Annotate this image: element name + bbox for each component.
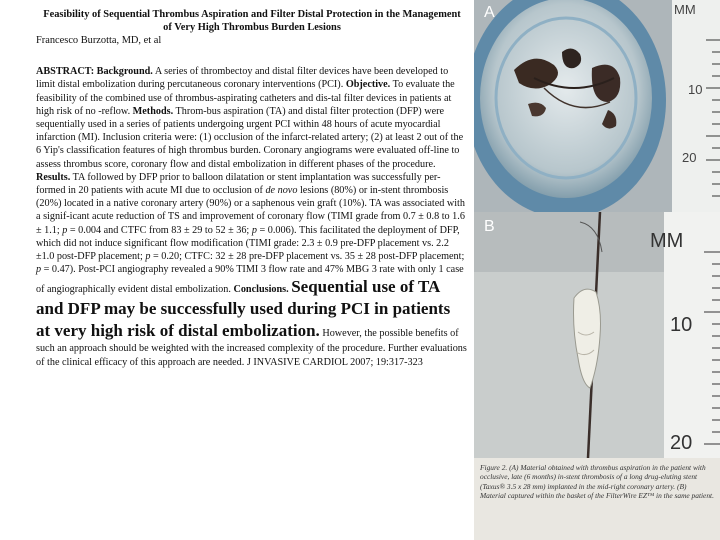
figure-panel-a [474,0,720,212]
panel-b-tick-10: 10 [670,314,693,336]
conclusions-highlight: Sequential use of TA and DFP may be successfully used during PCI in patients at very high risk of distal embolization. [36,277,451,341]
panel-a-tick-20: 20 [682,150,697,165]
results-text-6: = 0.47). Post-PCI angiography revealed a 90% TIMI 3 flow rate and 47% MBG 3 rate with only 1 case of angiographically evident distal embolization. [36,264,464,296]
results-text-5: = 0.20; CTFC: 32 ± 28 pre-DFP placement vs. 35 ± 28 post-DFP placement; [152,251,465,263]
results-text-1: TA followed by DFP prior to balloon dilatation or stent implantation was successfully per-formed in 20 patients with acute MI due to occlusion of [36,171,441,197]
results-de-novo: de novo [265,185,298,197]
methods-label: Methods. [132,105,174,117]
results-text-2: lesions (80%) or in-stent thrombosis (20%) located in a native coronary artery (90%) or a saphenous vein graft (10%). TA was associated with a signif-icant acute reduction of TS and improvement of coronary flow (TIMI grade from 0.7 ± 0.8 to 1.6 ± 1.1; [36,185,465,236]
panel-b-ruler-unit: MM [650,230,684,252]
panel-a-letter: A [484,4,495,21]
methods-text: Throm-bus aspiration (TA) and distal filter protection (DFP) were sequentially used in a series of patients undergoing urgent PCI within 48 hours of acute myocardial infarction (MI). Inclusion criteria were: (1) occlusion of the infarct-related artery; (2) at least 2 out of the 6 Yip's classification features of high thrombus burden. Coronary angiograms were evaluated off-line to assess thrombus score, coronary flow and distal embolization in different phases of the procedure. [36,105,464,170]
results-text-3: = 0.004 and CTFC from 83 ± 29 to 52 ± 36; [69,224,250,236]
paper-authors: Francesco Burzotta, MD, et al [36,35,162,46]
abstract [36,65,468,369]
figure-caption-area [474,458,720,540]
panel-b-tick-20: 20 [670,432,693,454]
background-text: A series of thrombectoy and distal filter devices have been developed to limit distal embolization during percutaneous coronary interventions (PCI). [36,66,449,91]
paper-title: Feasibility of Sequential Thrombus Aspiration and Filter Distal Protection in the Management of Very High Thrombus Burden Lesions [43,9,461,33]
p-value-symbol: p [251,224,257,236]
figure-caption: Figure 2. (A) Material obtained with thrombus aspiration in the patient with occlusive, late (6 months) in-stent thrombosis of a long drug-eluting stent (Taxus® 3.5 x 28 mm) implanted in the mid-right coronary artery. (B) Material captured within the basket of the FilterWire EZ™ in the same patient. [480,463,714,501]
p-value-symbol: p [62,224,68,236]
results-label: Results. [36,171,71,183]
background-label: Background. [96,66,153,78]
abstract-label: ABSTRACT: [36,66,95,78]
panel-a-ruler-unit: MM [674,2,696,17]
text-column [36,8,468,369]
objective-text: To evaluate the feasibility of the combined use of thrombus-aspirating catheters and dis-tal filter devices in patients at high risk of no -reflow. [36,79,455,117]
panel-a-ruler [474,0,720,212]
p-value-symbol: p [145,251,151,263]
conclusions-text: However, the possible benefits of such an approach should be weighted with the increased complexity of the procedure. Further evaluations of the clinical efficacy of this approach are needed. J INVASIVE CARDIOL 2007; 19:317-323 [36,328,467,368]
conclusions-label: Conclusions. [233,284,289,296]
objective-label: Objective. [345,79,391,91]
figure-panel-b [474,212,720,458]
figure [474,0,720,540]
panel-b-letter: B [484,218,495,235]
panel-a-tick-10: 10 [688,82,703,97]
p-value-symbol: p [36,264,42,276]
results-text-4: = 0.006). This facilitated the deployment of DFP, which did not induce significant flow modification (TIMI grade: 2.3 ± 0.9 pre-DFP placement vs. 2.2 ±1.0 post-DFP placement; [36,224,460,263]
